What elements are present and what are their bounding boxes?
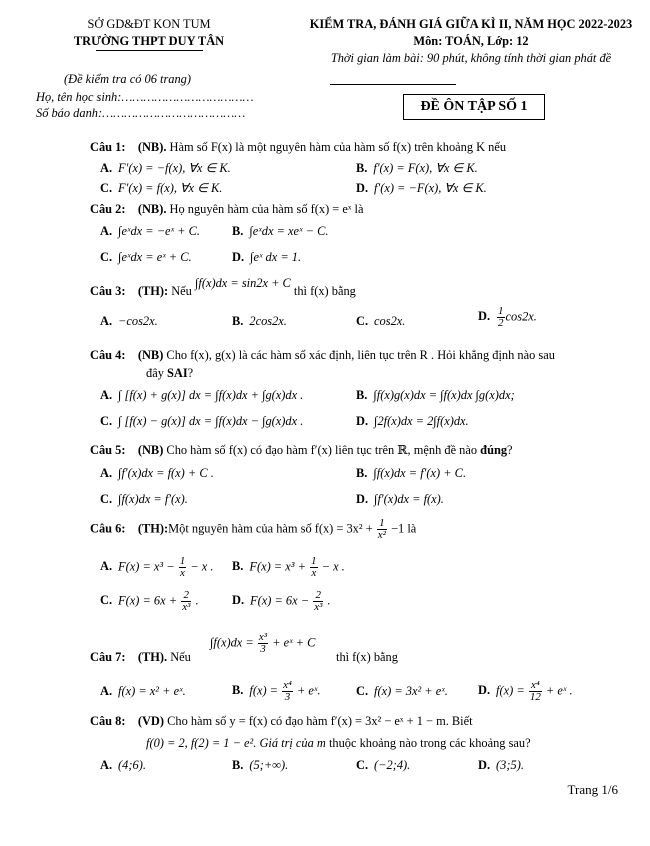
page-number: Trang 1/6 — [567, 782, 618, 797]
student-id-line: Số báo danh:………………………………… — [36, 106, 246, 120]
q1-option-c: C. F′(x) = f(x), ∀x ∈ K. — [100, 181, 223, 195]
question-3: Câu 3: (TH): Nếu ∫f(x)dx = sin2x + C thì f(x) bằng — [90, 276, 356, 298]
question-7: Câu 7: (TH). Nếu — [90, 650, 191, 664]
school-name: TRƯỜNG THPT DUY TÂN — [73, 34, 225, 48]
q7-option-b: B. f(x) = $\frac{\text{x⁴}}{3}$ + eˣ. — [232, 679, 321, 703]
q4-option-b: B. ∫f(x)g(x)dx = ∫f(x)dx ∫g(x)dx; — [356, 388, 515, 402]
q2-option-d: D. ∫eˣ dx = 1. — [232, 250, 302, 264]
question-8: Câu 8: (VD) Cho hàm số y = f(x) có đạo hàm f′(x) = 3x² − eˣ + 1 − m. Biết — [90, 714, 473, 728]
q7-option-d: D. f(x) = $\frac{\text{x⁴}}{12}$ + eˣ . — [478, 679, 573, 703]
q2-option-b: B. ∫eˣdx = xeˣ − C. — [232, 224, 329, 238]
q5-option-a: A. ∫f′(x)dx = f(x) + C . — [100, 466, 214, 480]
header-left — [24, 16, 274, 50]
student-name-line: Họ, tên học sinh:……………………………… — [36, 90, 254, 104]
q6-option-c: C. F(x) = 6x + $\frac{2}{\text{x³}}$ . — [100, 589, 199, 613]
q5-option-d: D. ∫f′(x)dx = f(x). — [356, 492, 444, 506]
q4-option-a: A. ∫ [f(x) + g(x)] dx = ∫f(x)dx + ∫g(x)dx . — [100, 388, 304, 402]
q8-option-a: A. (4;6). — [100, 758, 146, 772]
school-underline — [96, 50, 203, 51]
q6-option-b: B. F(x) = x³ + $\frac{1}{x}$ − x . — [232, 555, 345, 579]
department-name: SỞ GD&ĐT KON TUM — [87, 17, 211, 31]
question-label: Câu 1: — [90, 140, 126, 154]
q6-option-a: A. F(x) = x³ − $\frac{1}{x}$ − x . — [100, 555, 214, 579]
question-8-line2: f(0) = 2, f(2) = 1 − e². Giá trị của m thuộc khoảng nào trong các khoảng sau? — [146, 736, 531, 750]
q1-option-a: A. F′(x) = −f(x), ∀x ∈ K. — [100, 161, 231, 175]
q3-option-b: B. 2cos2x. — [232, 314, 287, 328]
q3-option-d: D. $\frac{1}{2}$ cos2x. — [478, 305, 537, 329]
time-underline — [330, 84, 456, 85]
q1-option-b: B. f′(x) = F(x), ∀x ∈ K. — [356, 161, 478, 175]
q7-option-a: A. f(x) = x² + eˣ. — [100, 684, 186, 698]
question-4-line2: đây SAI? — [146, 366, 194, 380]
q4-option-c: C. ∫ [f(x) − g(x)] dx = ∫f(x)dx − ∫g(x)dx . — [100, 414, 304, 428]
q1-option-d: D. f′(x) = −F(x), ∀x ∈ K. — [356, 181, 487, 195]
set-title: ĐỀ ÔN TẬP SỐ 1 — [403, 94, 545, 120]
subject-line: Môn: TOÁN, Lớp: 12 — [413, 34, 529, 48]
question-1 — [90, 140, 506, 155]
q2-option-a: A. ∫eˣdx = −eˣ + C. — [100, 224, 200, 238]
q6-option-d: D. F(x) = 6x − $\frac{2}{\text{x³}}$ . — [232, 589, 331, 613]
q5-option-b: B. ∫f(x)dx = f′(x) + C. — [356, 466, 467, 480]
question-7-tail: thì f(x) bằng — [336, 650, 398, 664]
header-right — [298, 16, 644, 67]
q4-option-d: D. ∫2f(x)dx = 2∫f(x)dx. — [356, 414, 469, 428]
time-note: Thời gian làm bài: 90 phút, không tính thời gian phát đề — [330, 51, 612, 65]
question-5: Câu 5: (NB) Cho hàm số f(x) có đạo hàm f′(x) liên tục trên ℝ, mệnh đề nào đúng? — [90, 443, 513, 457]
pages-note: (Đề kiểm tra có 06 trang) — [64, 72, 191, 86]
q3-option-a: A. −cos2x. — [100, 314, 158, 328]
q2-option-c: C. ∫eˣdx = eˣ + C. — [100, 250, 192, 264]
exam-title: KIỂM TRA, ĐÁNH GIÁ GIỮA KÌ II, NĂM HỌC 2022-2023 — [309, 17, 633, 31]
q7-option-c: C. f(x) = 3x² + eˣ. — [356, 684, 448, 698]
question-6: Câu 6: (TH):Một nguyên hàm của hàm số f(x) = 3x² + $\frac{1}{\text{x²}}$ −1 là — [90, 517, 417, 541]
q8-option-b: B. (5;+∞). — [232, 758, 289, 772]
question-7-formula: ∫f(x)dx = $\frac{\text{x³}}{3}$ + eˣ + C — [210, 631, 316, 655]
q8-option-c: C. (−2;4). — [356, 758, 411, 772]
q3-option-c: C. cos2x. — [356, 314, 406, 328]
question-4: Câu 4: (NB) Cho f(x), g(x) là các hàm số xác định, liên tục trên R . Hỏi khẳng định nào sau — [90, 348, 555, 362]
question-level: (NB). — [137, 140, 167, 154]
question-2: Câu 2: (NB). Họ nguyên hàm của hàm số f(x) = eˣ là — [90, 202, 364, 216]
q5-option-c: C. ∫f(x)dx = f′(x). — [100, 492, 188, 506]
q8-option-d: D. (3;5). — [478, 758, 524, 772]
question-text: Hàm số F(x) là một nguyên hàm của hàm số f(x) trên khoảng K nếu — [166, 140, 507, 154]
